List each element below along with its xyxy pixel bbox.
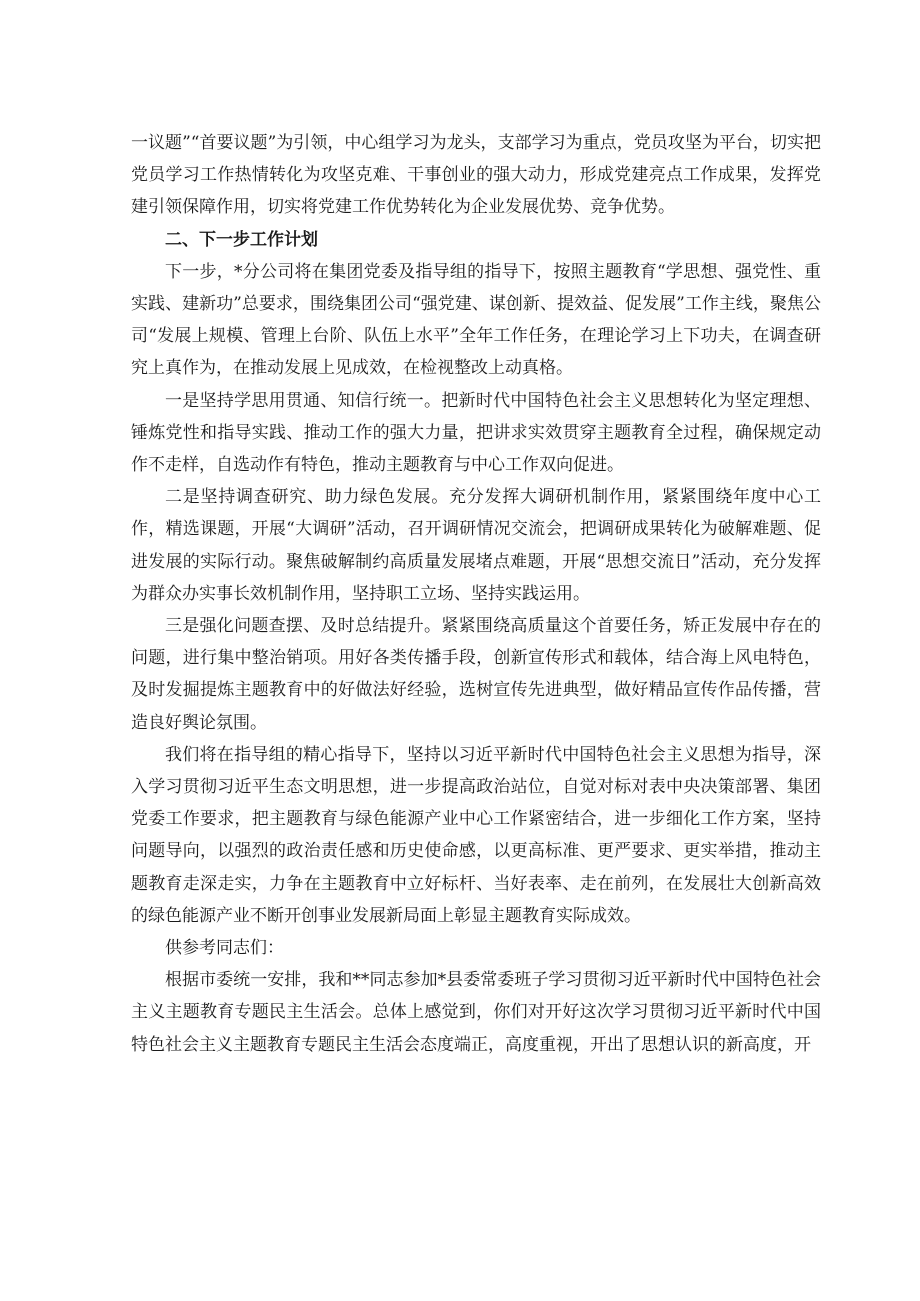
paragraph-greeting: 供参考同志们： bbox=[165, 938, 284, 959]
paragraph-next-steps: 下一步，*分公司将在集团党委及指导组的指导下，按照主题教育“学思想、强党性、重实践、建新功”总要求，围绕集团公司“强党建、谋创新、提效益、促发展”工作主线，聚焦公司“发展上规模、管理上台阶、队伍上水平”全年工作任务，在理论学习上下功夫，在调查研究上真作为，在推动发展上见成效，在检视整改上动真格。 bbox=[131, 261, 821, 379]
paragraph-speech-start: 根据市委统一安排，我和**同志参加*县委常委班子学习贯彻习近平新时代中国特色社会主义主题教育专题民主生活会。总体上感觉到，你们对开好这次学习贯彻习近平新时代中国特色社会主义主题教育专题民主生活会态度端正，高度重视，开出了思想认识的新高度，开 bbox=[131, 970, 821, 1055]
paragraph-conclusion: 我们将在指导组的精心指导下，坚持以习近平新时代中国特色社会主义思想为指导，深入学习贯彻习近平生态文明思想，进一步提高政治站位，自觉对标对表中央决策部署、集团党委工作要求，把主题教育与绿色能源产业中心工作紧密结合，进一步细化工作方案，坚持问题导向，以强烈的政治责任感和历史使命感，以更高标准、更严要求、更实举措，推动主题教育走深走实，力争在主题教育中立好标杆、当好表率、走在前列，在发展壮大创新高效的绿色能源产业不断开创事业发展新局面上彰显主题教育实际成效。 bbox=[131, 744, 821, 926]
paragraph-continued: 一议题”“首要议题”为引领，中心组学习为龙头，支部学习为重点，党员攻坚为平台，切实把党员学习工作热情转化为攻坚克难、干事创业的强大动力，形成党建亮点工作成果，发挥党建引领保障作用，切实将党建工作优势转化为企业发展优势、竞争优势。 bbox=[131, 133, 821, 218]
paragraph-item-three: 三是强化问题查摆、及时总结提升。紧紧围绕高质量这个首要任务，矫正发展中存在的问题，进行集中整治销项。用好各类传播手段，创新宣传形式和载体，结合海上风电特色，及时发掘提炼主题教育中的好做法好经验，选树宣传先进典型，做好精品宣传作品传播，营造良好舆论氛围。 bbox=[131, 616, 821, 733]
paragraph-item-one: 一是坚持学思用贯通、知信行统一。把新时代中国特色社会主义思想转化为坚定理想、锤炼党性和指导实践、推动工作的强大力量，把讲求实效贯穿主题教育全过程，确保规定动作不走样，自选动作有特色，推动主题教育与中心工作双向促进。 bbox=[131, 390, 821, 476]
paragraph-item-two: 二是坚持调查研究、助力绿色发展。充分发挥大调研机制作用，紧紧围绕年度中心工作，精选课题，开展“大调研”活动，召开调研情况交流会，把调研成果转化为破解难题、促进发展的实际行动。聚焦破解制约高质量发展堵点难题，开展“思想交流日”活动，充分发挥为群众办实事长效机制作用，坚持职工立场、坚持实践运用。 bbox=[131, 487, 821, 604]
document-body bbox=[131, 127, 821, 1061]
section-heading: 二、下一步工作计划 bbox=[165, 229, 318, 250]
